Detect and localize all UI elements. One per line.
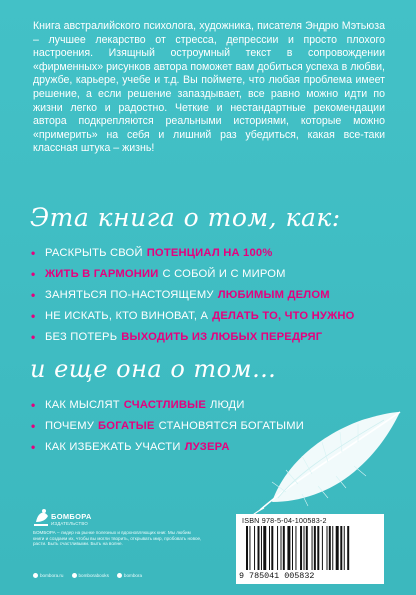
heading-about-how: Эта книга о том, как: bbox=[30, 203, 341, 232]
bullet-icon: • bbox=[31, 246, 36, 261]
barcode-bar bbox=[277, 526, 278, 570]
barcode-icon bbox=[246, 526, 376, 570]
barcode-bar bbox=[340, 526, 342, 570]
bullet-icon: • bbox=[31, 329, 36, 344]
list1-item bbox=[31, 264, 391, 285]
item-highlight: СЧАСТЛИВЫЕ bbox=[123, 399, 206, 412]
item-highlight: ДЕЛАТЬ ТО, ЧТО НУЖНО bbox=[212, 309, 355, 322]
barcode-bar bbox=[306, 526, 308, 570]
list1-item bbox=[31, 243, 391, 264]
barcode-bar bbox=[287, 526, 290, 570]
publisher-name: БОМБОРА bbox=[51, 512, 92, 521]
barcode-bar bbox=[329, 526, 331, 570]
barcode-bar bbox=[269, 526, 270, 570]
item-highlight: ВЫХОДИТЬ ИЗ ЛЮБЫХ ПЕРЕДРЯГ bbox=[121, 330, 323, 343]
bullet-icon: • bbox=[31, 267, 36, 282]
social-links bbox=[33, 573, 142, 578]
item-text: ПОЧЕМУ bbox=[45, 420, 95, 433]
social-link-site[interactable]: bombora.ru bbox=[33, 573, 64, 578]
list1-item bbox=[31, 285, 391, 306]
barcode-bar bbox=[295, 526, 296, 570]
barcode-panel bbox=[236, 514, 384, 584]
item-text: ЛЮДИ bbox=[210, 399, 245, 412]
book-description: Книга австралийского психолога, художника, писателя Эндрю Мэтьюза – лучшее лекарство от стресса, депрессии и просто плохого настроения. Изящный остроумный текст в сопровождении «фирменных» рисунков автора поможет вам добиться успеха в любви, дружбе, карьере, учебе и т.д. Вы поймете, что любая проблема имеет решение, а если решение запаздывает, все равно можно идти по жизни легко и радостно. Четкие и нестандартные рекомендации автора подкрепляются реальными историями, которые можно «примерить» на себя и лишний раз убедиться, какая все-таки классная штука – жизнь! bbox=[33, 20, 385, 155]
vk-icon bbox=[72, 573, 77, 578]
item-text: БЕЗ ПОТЕРЬ bbox=[45, 330, 118, 343]
barcode-bar bbox=[347, 526, 349, 570]
item-text: НЕ ИСКАТЬ, КТО ВИНОВАТ, А bbox=[45, 309, 209, 322]
item-text: РАСКРЫТЬ СВОЙ bbox=[45, 247, 143, 260]
barcode-bar bbox=[258, 526, 260, 570]
barcode-bar bbox=[304, 526, 305, 570]
list1-item bbox=[31, 305, 391, 326]
isbn-text: ISBN 978-5-04-100583-2 bbox=[242, 516, 327, 525]
item-text: ЗАНЯТЬСЯ ПО-НАСТОЯЩЕМУ bbox=[45, 288, 214, 301]
feather-illustration bbox=[242, 398, 408, 520]
barcode-bar bbox=[332, 526, 333, 570]
barcode-bar bbox=[281, 526, 282, 570]
barcode-bar bbox=[246, 526, 248, 570]
publisher-blurb: БОМБОРА – лидер на рынке полезных и вдохновляющих книг. Мы любим книги и создаем их, чтобы вы могли творить, открывать мир, пробовать новое, расти. Быть счастливыми. Быть на волне. bbox=[33, 530, 202, 547]
barcode-bar bbox=[300, 526, 302, 570]
barcode-bar bbox=[344, 526, 345, 570]
item-highlight: ЛЮБИМЫМ ДЕЛОМ bbox=[217, 288, 330, 301]
bullet-icon: • bbox=[31, 308, 36, 323]
barcode-bar bbox=[271, 526, 273, 570]
item-text: СТАНОВЯТСЯ БОГАТЫМИ bbox=[158, 420, 305, 433]
barcode-bar bbox=[336, 526, 339, 570]
item-text: С СОБОЙ И С МИРОМ bbox=[162, 268, 286, 281]
publisher-sub: ИЗДАТЕЛЬСТВО bbox=[51, 521, 88, 526]
bullet-icon: • bbox=[31, 398, 36, 413]
barcode-bar bbox=[322, 526, 323, 570]
barcode-bar bbox=[283, 526, 285, 570]
bullet-icon: • bbox=[31, 439, 36, 454]
item-highlight: ЖИТЬ В ГАРМОНИИ bbox=[45, 268, 159, 281]
social-link-books[interactable]: bomborabooks bbox=[72, 573, 109, 578]
globe-icon bbox=[33, 573, 38, 578]
barcode-bar bbox=[261, 526, 262, 570]
bullet-icon: • bbox=[31, 419, 36, 434]
barcode-bar bbox=[249, 526, 250, 570]
barcode-bar bbox=[292, 526, 293, 570]
item-highlight: ПОТЕНЦИАЛ НА 100% bbox=[146, 247, 273, 260]
benefits-list-1 bbox=[31, 243, 391, 347]
item-highlight: БОГАТЫЕ bbox=[98, 420, 155, 433]
list1-item bbox=[31, 326, 391, 347]
barcode-bar bbox=[327, 526, 328, 570]
barcode-bar bbox=[314, 526, 316, 570]
barcode-number: 9 785041 005832 bbox=[239, 571, 315, 581]
barcode-bar bbox=[317, 526, 319, 570]
instagram-icon bbox=[117, 573, 122, 578]
item-text: КАК МЫСЛЯТ bbox=[45, 399, 120, 412]
heading-also-about: и еще она о том… bbox=[30, 355, 277, 383]
barcode-bar bbox=[254, 526, 255, 570]
bullet-icon: • bbox=[31, 287, 36, 302]
barcode-bar bbox=[263, 526, 266, 570]
social-link-main[interactable]: bombora bbox=[117, 573, 142, 578]
item-text: КАК ИЗБЕЖАТЬ УЧАСТИ bbox=[45, 440, 181, 453]
item-highlight: ЛУЗЕРА bbox=[184, 440, 230, 453]
barcode-bar bbox=[312, 526, 313, 570]
